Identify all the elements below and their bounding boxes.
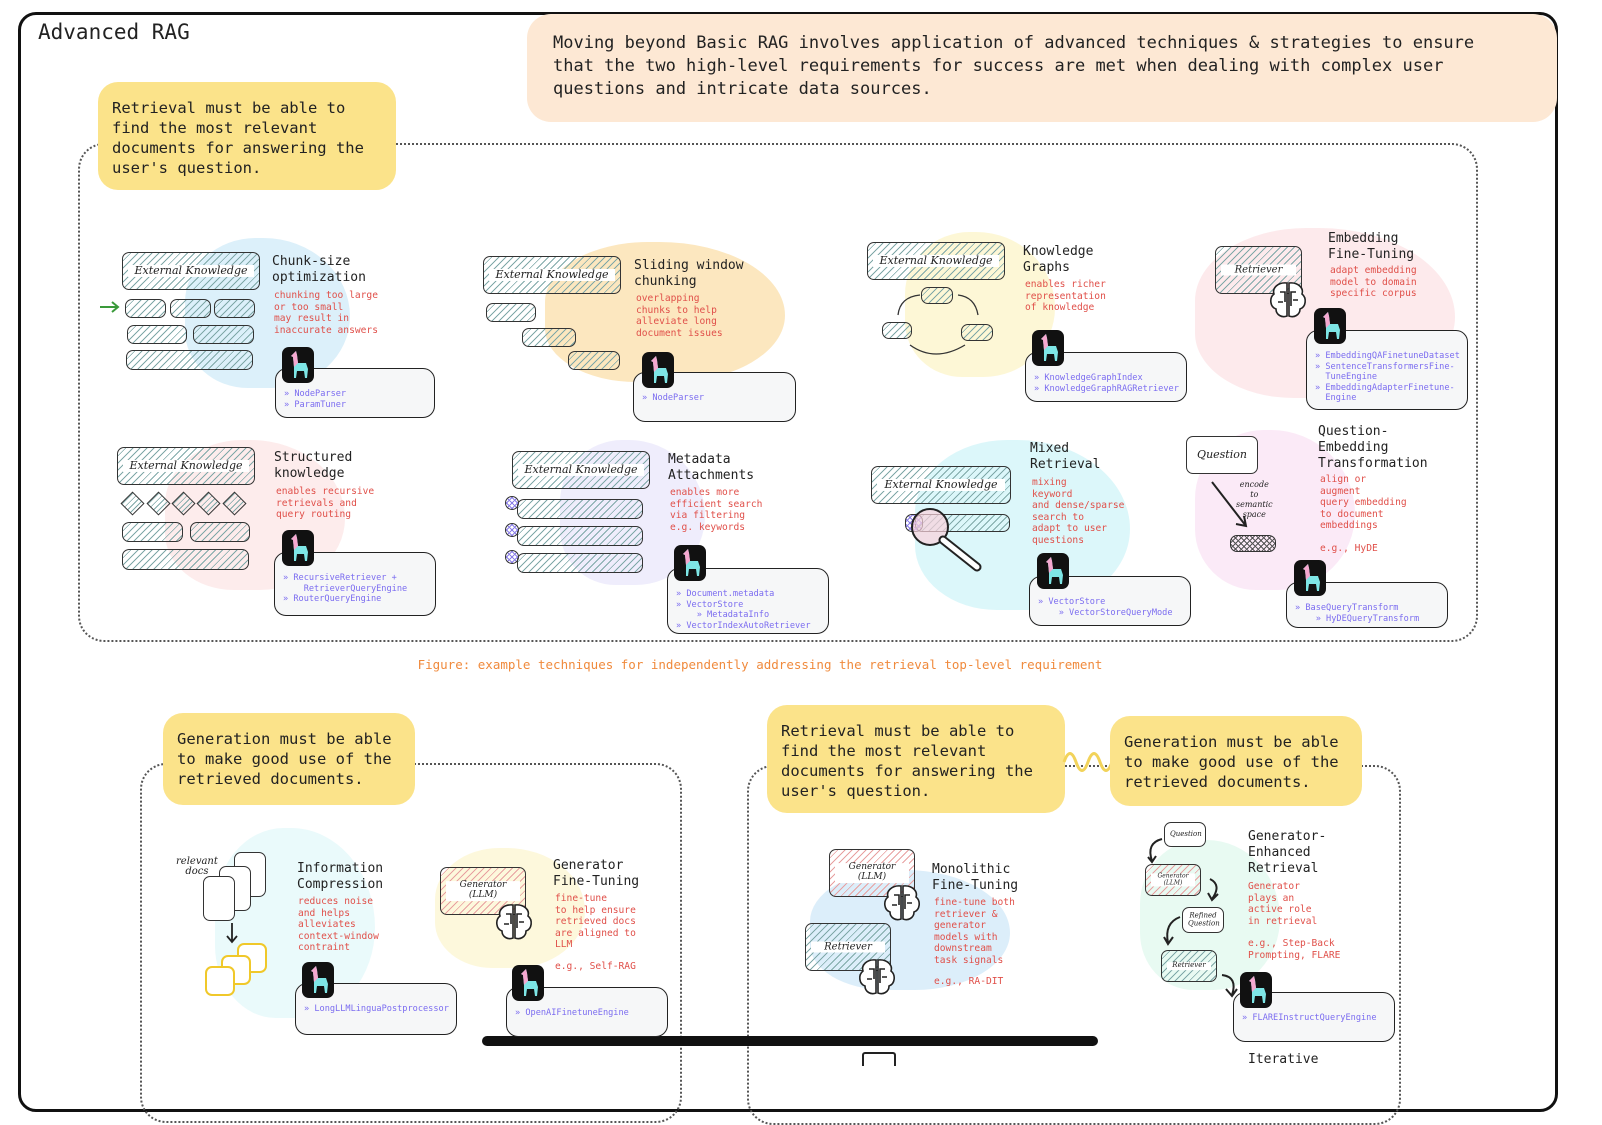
llamaindex-logo-icon — [302, 962, 334, 998]
mixed-retrieval-title: Mixed Retrieval — [1030, 441, 1101, 472]
chunk — [170, 299, 211, 318]
chunk — [126, 350, 253, 370]
llamaindex-logo-icon — [282, 530, 314, 566]
external-knowledge-box — [122, 252, 260, 290]
figure-caption: Figure: example techniques for independently addressing the retrieval top-level requirement — [417, 657, 1103, 672]
llamaindex-module[interactable]: » NodeParser — [642, 393, 705, 403]
llamaindex-module[interactable]: TuneEngine — [1315, 372, 1378, 382]
question-box-label: Question — [1192, 449, 1252, 461]
knowledge-graphs-title: Knowledge Graphs — [1023, 244, 1094, 275]
question-embedding-transformation-description: align or augment query embedding to document embeddings — [1320, 474, 1407, 532]
llamaindex-module[interactable]: » VectorStoreQueryMode — [1038, 607, 1173, 618]
knowledge-graphs-description: enables richer representation of knowledge — [1025, 279, 1106, 314]
down-arrow-icon — [225, 922, 239, 944]
page-title: Advanced RAG — [38, 20, 190, 44]
horizontal-scrollbar[interactable] — [482, 1036, 1098, 1046]
question-embedding-transformation-example: e.g., HyDE — [1320, 543, 1378, 554]
llamaindex-logo-icon — [1294, 560, 1326, 596]
generator-enhanced-retrieval-title: Generator- Enhanced Retrieval — [1248, 829, 1327, 876]
retriever-box-label: Retriever — [1167, 962, 1211, 970]
chunk — [522, 328, 576, 347]
metadata-tag — [505, 550, 519, 564]
llamaindex-logo-icon — [674, 545, 706, 581]
generator-enhanced-retrieval-description: Generator plays an active role in retrieval — [1248, 881, 1318, 927]
llamaindex-logo-icon — [512, 965, 544, 1001]
llamaindex-logo-icon — [282, 347, 314, 383]
llamaindex-logo-icon — [1314, 308, 1346, 344]
encode-note: encode to semantic space — [1236, 480, 1273, 519]
chunk — [214, 299, 255, 318]
llamaindex-module[interactable]: » NodeParser — [284, 389, 347, 399]
generator-fine-tuning-example: e.g., Self-RAG — [555, 961, 636, 972]
information-compression-title: Information Compression — [297, 861, 384, 892]
llamaindex-module[interactable]: » VectorIndexAutoRetriever — [676, 620, 811, 631]
refined-question-box-label: Refined Question — [1188, 911, 1220, 927]
metadata-attachments-description: enables more efficient search via filtering e.g. keywords — [670, 487, 763, 533]
information-compression-description: reduces noise and helps alleviates context-window contraint — [298, 896, 379, 954]
external-knowledge-box — [871, 466, 1011, 504]
external-knowledge-box-label: External Knowledge — [489, 269, 615, 281]
sliding-window-chunking-description: overlapping chunks to help alleviate long document issues — [636, 293, 723, 339]
chunk — [125, 299, 166, 318]
generator-enhanced-retrieval-example: e.g., Step-Back Prompting, FLARE — [1248, 938, 1341, 961]
iterative-title-partial: Iterative — [1248, 1052, 1319, 1067]
llamaindex-module[interactable]: » FLAREInstructQueryEngine — [1242, 1013, 1377, 1023]
llamaindex-module[interactable]: » SentenceTransformersFine- — [1315, 361, 1455, 372]
llamaindex-logo-icon — [1037, 553, 1069, 589]
external-knowledge-box — [867, 242, 1005, 280]
monolithic-fine-tuning-description: fine-tune both retriever & generator models with downstream task signals — [934, 897, 1015, 966]
sliding-window-chunking-title: Sliding window chunking — [634, 258, 744, 289]
llamaindex-module[interactable]: Engine — [1315, 393, 1357, 403]
llamaindex-module[interactable]: » Document.metadata — [676, 589, 775, 599]
chunk-size-optimization-description: chunking too large or too small may result in inaccurate answers — [274, 290, 378, 336]
llamaindex-module[interactable]: » RouterQueryEngine — [283, 594, 382, 604]
llamaindex-module[interactable]: » KnowledgeGraphRAGRetriever — [1034, 383, 1179, 394]
external-knowledge-box — [117, 447, 255, 485]
monolithic-fine-tuning-example: e.g., RA-DIT — [934, 976, 1004, 987]
metadata-tag — [505, 496, 519, 510]
llamaindex-logo-icon — [1032, 330, 1064, 366]
chunk — [568, 351, 620, 370]
generator-box-label: Generator (LLM) — [446, 881, 520, 901]
llamaindex-module[interactable]: » BaseQueryTransform — [1295, 603, 1399, 613]
chunk — [190, 522, 250, 542]
embedding-vector — [1230, 535, 1276, 552]
question-box-label: Question — [1170, 829, 1202, 838]
generator-fine-tuning-description: fine-tune to help ensure retrieved docs are aligned to LLM — [555, 893, 636, 951]
generator-box-label: Generator (LLM) — [1151, 873, 1195, 886]
embedding-fine-tuning-title: Embedding Fine-Tuning — [1328, 231, 1415, 262]
llamaindex-module[interactable]: » EmbeddingAdapterFinetune- — [1315, 382, 1455, 393]
relevant-docs-note: relevant docs — [176, 856, 218, 877]
chunk — [122, 549, 249, 570]
external-knowledge-box-label: External Knowledge — [877, 479, 1005, 491]
llamaindex-module[interactable]: » KnowledgeGraphIndex — [1034, 373, 1143, 383]
chunk — [193, 325, 254, 344]
chunk — [486, 303, 536, 322]
llamaindex-module[interactable]: » OpenAIFinetuneEngine — [515, 1008, 629, 1018]
graph-edges — [880, 285, 1000, 360]
external-knowledge-box — [483, 256, 621, 294]
chunk — [122, 522, 183, 542]
flow-arrows — [1140, 835, 1250, 1005]
structured-knowledge-title: Structured knowledge — [274, 450, 353, 481]
llamaindex-module[interactable]: » RecursiveRetriever + — [283, 573, 397, 583]
llamaindex-logo-icon — [642, 352, 674, 388]
intro-text: Moving beyond Basic RAG involves application of advanced techniques & strategies to ensure that the two high-level requirements for success are met when dealing with complex user questions and intricate data sources. — [527, 14, 1557, 122]
llamaindex-module[interactable]: » MetadataInfo — [676, 610, 770, 620]
arrow-icon — [1208, 478, 1253, 533]
chunk — [517, 526, 643, 546]
retriever-box-label: Retriever — [811, 942, 885, 953]
doc-icon — [203, 876, 235, 921]
llamaindex-module[interactable]: » HyDEQueryTransform — [1295, 613, 1420, 624]
brain-circuit-icon — [494, 902, 534, 942]
generator-fine-tuning-title: Generator Fine-Tuning — [553, 858, 640, 889]
document-stack-icon — [862, 1052, 896, 1066]
llamaindex-module[interactable]: RetrieverQueryEngine — [283, 583, 408, 594]
magnifier-icon — [905, 505, 990, 575]
retriever-box-label: Retriever — [1221, 265, 1296, 276]
mixed-retrieval-description: mixing keyword and dense/sparse search to adapt to user questions — [1032, 477, 1125, 546]
chunk-size-optimization-title: Chunk-size optimization — [272, 254, 366, 285]
metadata-attachments-title: Metadata Attachments — [668, 452, 755, 483]
generation-requirement-callout: Generation must be able to make good use of the retrieved documents. — [163, 713, 415, 805]
llamaindex-module[interactable]: » EmbeddingQAFinetuneDataset — [1315, 351, 1460, 361]
squiggle-connector — [1062, 740, 1114, 780]
retrieval-requirement-callout-2: Retrieval must be able to find the most relevant documents for answering the user's question. — [767, 705, 1065, 813]
monolithic-fine-tuning-title: Monolithic Fine-Tuning — [932, 862, 1019, 893]
llamaindex-module[interactable]: » ParamTuner — [284, 399, 347, 410]
external-knowledge-box-label: External Knowledge — [123, 460, 249, 472]
question-box — [1186, 436, 1258, 474]
external-knowledge-box-label: External Knowledge — [873, 255, 999, 267]
embedding-fine-tuning-description: adapt embedding model to domain specific corpus — [1330, 265, 1417, 300]
external-knowledge-box — [512, 451, 650, 489]
metadata-tag — [505, 523, 519, 537]
brain-circuit-icon — [882, 883, 922, 923]
llamaindex-module[interactable]: » LongLLMLinguaPostprocessor — [304, 1004, 449, 1014]
generation-requirement-callout-2: Generation must be able to make good use of the retrieved documents. — [1110, 716, 1362, 806]
question-embedding-transformation-title: Question- Embedding Transformation — [1318, 424, 1428, 471]
chunk — [517, 553, 643, 573]
green-arrow-icon — [98, 300, 122, 314]
retrieval-requirement-callout: Retrieval must be able to find the most relevant documents for answering the user's question. — [98, 82, 396, 190]
chunk — [517, 499, 643, 519]
structured-knowledge-description: enables recursive retrievals and query routing — [276, 486, 375, 521]
external-knowledge-box-label: External Knowledge — [128, 265, 254, 277]
llamaindex-module[interactable]: » VectorStore — [676, 599, 744, 610]
generator-box-label: Generator (LLM) — [835, 863, 909, 883]
llamaindex-module[interactable]: » VectorStore — [1038, 597, 1106, 607]
compressed-doc — [205, 966, 235, 996]
external-knowledge-box-label: External Knowledge — [518, 464, 644, 476]
chunk — [127, 325, 187, 344]
llamaindex-logo-icon — [1240, 972, 1272, 1008]
brain-circuit-icon — [857, 957, 897, 997]
brain-circuit-icon — [1268, 280, 1308, 320]
